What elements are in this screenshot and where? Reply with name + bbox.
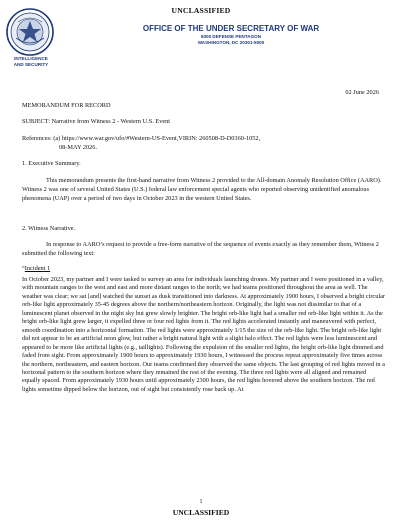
memo-date: 02 June 2026 [345,89,379,96]
incident-heading [22,265,50,272]
opening-quote: “ [22,265,25,272]
classification-marking-bottom: UNCLASSIFIED [172,508,230,517]
page-number: 1 [199,499,203,505]
section-2-paragraph: In response to AARO’s request to provide a free-form narrative of the sequence of events exactly as they remember them, Witness 2 submitted the following text: [22,241,379,257]
office-name: OFFICE OF THE UNDER SECRETARY OF WAR [142,24,320,33]
seal-caption [2,56,60,68]
section-2-heading: 2. Witness Narrative. [22,225,76,232]
memo-references: References: (a) https://www.war.gov/ufo/#Western-US-Event,VIRIN: 260508-D-D0360-1052, [22,135,261,142]
department-seal-icon [6,8,54,56]
section-1-heading: 1. Executive Summary. [22,160,81,167]
section-1-paragraph: This memorandum presents the first-hand narrative from Witness 2 provided to the All-domain Anomaly Resolution Office (AARO). Witness 2 was one of several United States (U.S.) federal law enforcement special agents who reported observing unidentified anomalous phenomena (UAP) over a period of two days in October 2023 in the western United States. [22,177,382,202]
memo-title: MEMORANDUM FOR RECORD [22,102,111,109]
memo-references-continued: 08-MAY 2026. [59,144,98,151]
office-address-line-2: WASHINGTON, DC 20301-5000 [197,40,265,45]
incident-heading-text: Incident 1 [24,265,51,272]
seal-caption-line-1: INTELLIGENCE [14,56,48,61]
office-address-line-1: 5000 DEFENSE PENTAGON [200,34,262,39]
seal-caption-line-2: AND SECURITY [13,62,49,67]
incident-narrative: In October 2023, my partner and I were tasked to survey an area for individuals launching drones. My partner and I were positioned in a valley, with mountain ranges to the west and east and more distant ranges to the north; we had teams positioned throughout the area as well. The weather was clear; we sat [and] watched the sunset as dusk transitioned into darkness. At approximately 1900 hours, I observed a bright circular orb-like light approximately 35-45 degrees above the northern/northeastern horizon. Originally, the light was not dissimilar to that of a luminescent planet observed in the night sky but grew slowly brighter. The bright orb-like light had a smaller red orb-like light within it. As the bright orb-like light grew larger, it expelled three or four red lights from it. The red lights accelerated instantly and maneuvered with perfect, smooth coordination into a horizontal formation. The red lights were approximately 1/15 the size of the orb-like light. The bright orb-like light did not appear to be an artificial neon glow, but rather a bright natural light with a slight halo effect. The red lights were less luminescent and appeared to be more like artificial lights (e.g., taillights). Following the expulsion of the smaller red lights, the bright orb-like light dimmed and faded from sight. From approximately 1900 hours to approximately 1930 hours, I witnessed the process repeat approximately five times across the northern, northeastern, and eastern horizon. Our teams confirmed they observed the same objects. The last grouping of red lights moved in a horizonal pattern to the southern horizon where they remained the rest of the evening. The three red lights were all aligned and remained equally spaced. From approximately 1930 hours until approximately 2300 hours, the red lights hovered above the southern horizon. The red lights sometime dipped below the horizon, out of sight but consistently rose back up. At [22,276,386,393]
classification-marking-top: UNCLASSIFIED [171,6,231,15]
memo-subject: SUBJECT: Narrative from Witness 2 - Western U.S. Event [22,118,171,125]
